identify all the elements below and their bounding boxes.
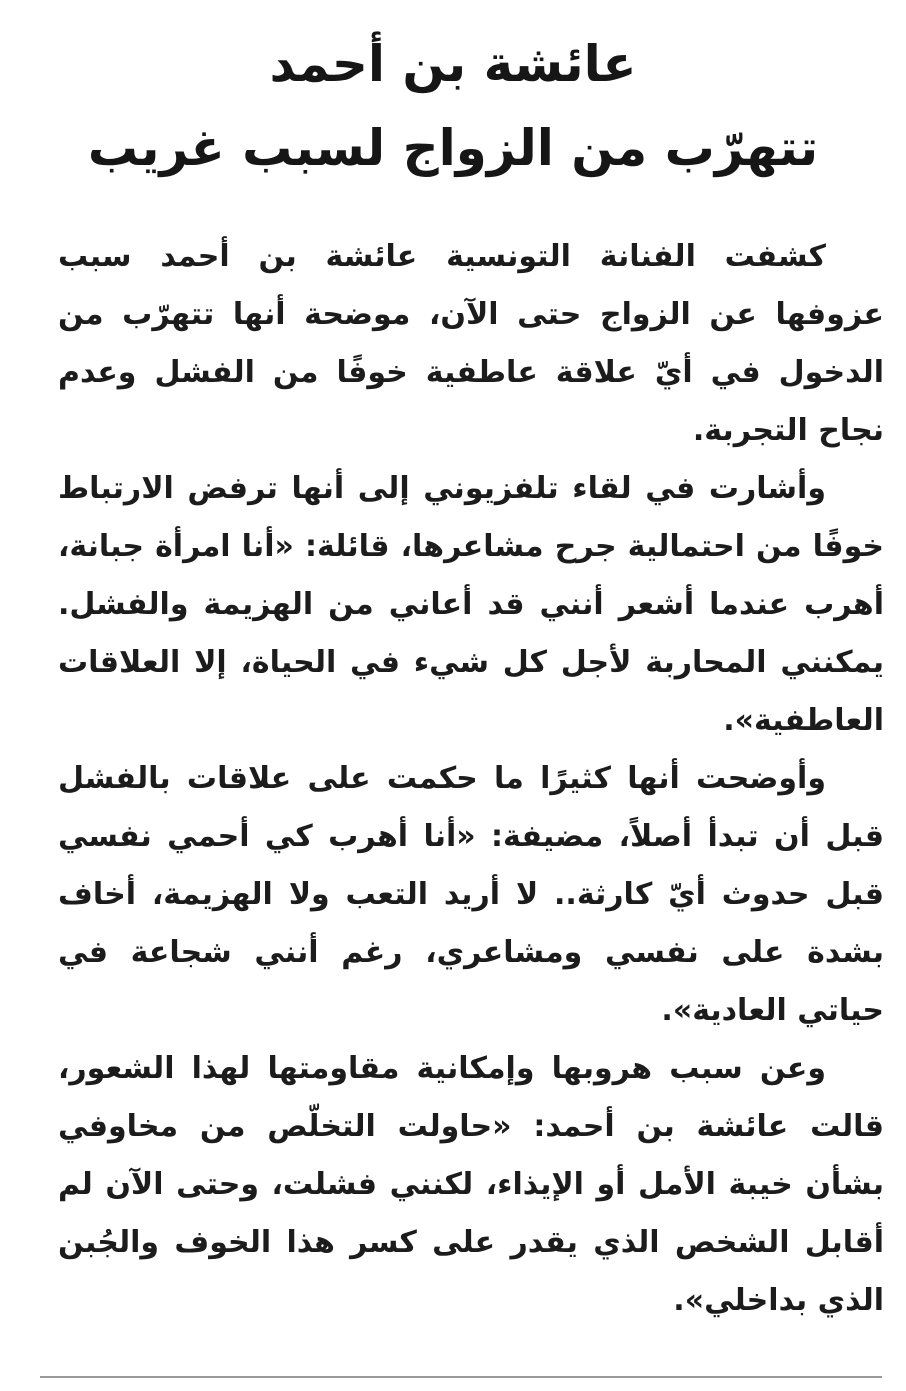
bottom-divider [40,1376,882,1378]
paragraph-2: وأشارت في لقاء تلفزيوني إلى أنها ترفض الارتباط خوفًا من احتمالية جرح مشاعرها، قائلة: «أنا امرأة جبانة، أهرب عندما أشعر أنني قد أعاني من الهزيمة والفشل. يمكنني المحاربة لأجل كل شيء في الحياة، إلا العلاقات العاطفية». [58,471,884,738]
paragraph-4: وعن سبب هروبها وإمكانية مقاومتها لهذا الشعور، قالت عائشة بن أحمد: «حاولت التخلّص من مخاوفي بشأن خيبة الأمل أو الإيذاء، لكنني فشلت، وحتى الآن لم أقابل الشخص الذي يقدر على كسر هذا الخوف والجُبن الذي بداخلي». [58,1051,884,1318]
article-body [58,228,884,1330]
headline [40,22,866,190]
paragraph-3: وأوضحت أنها كثيرًا ما حكمت على علاقات بالفشل قبل أن تبدأ أصلاً، مضيفة: «أنا أهرب كي أحمي نفسي قبل حدوث أيّ كارثة.. لا أريد التعب ولا الهزيمة، أخاف بشدة على نفسي ومشاعري، رغم أنني شجاعة في حياتي العادية». [58,761,884,1028]
paragraph-1: كشفت الفنانة التونسية عائشة بن أحمد سبب عزوفها عن الزواج حتى الآن، موضحة أنها تتهرّب من الدخول في أيّ علاقة عاطفية خوفًا من الفشل وعدم نجاح التجربة. [58,239,884,448]
headline-line-1: عائشة بن أحمد [269,35,637,93]
headline-line-2: تتهرّب من الزواج لسبب غريب [87,119,819,177]
